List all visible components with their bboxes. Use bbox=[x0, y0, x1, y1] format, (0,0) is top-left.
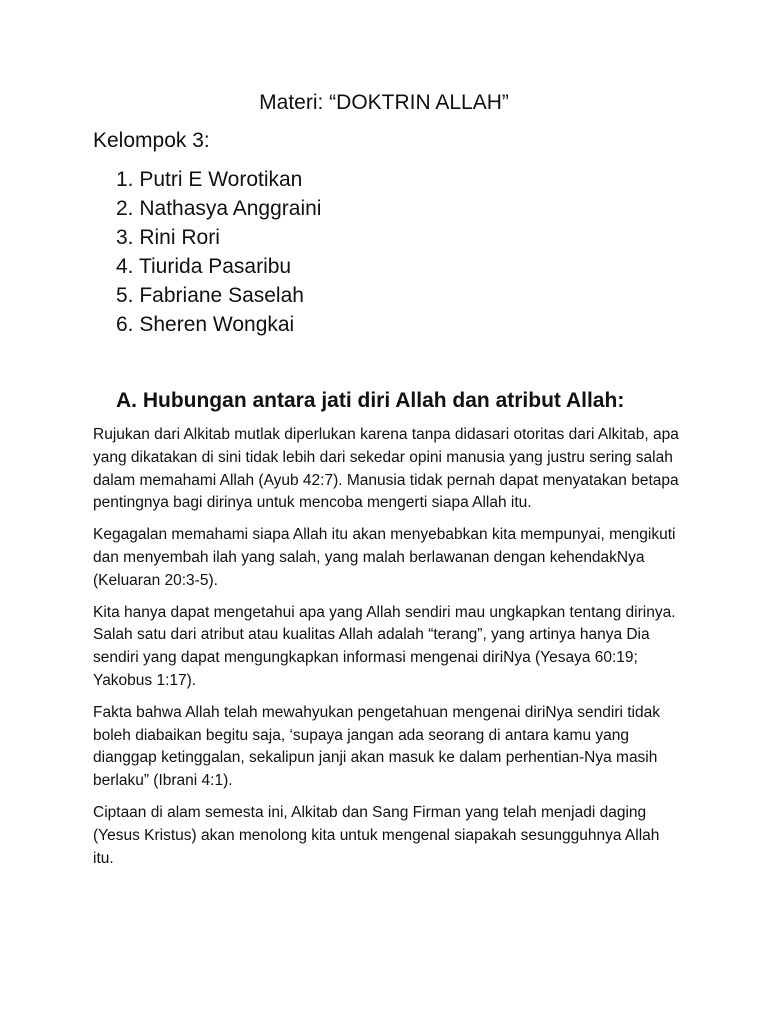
member-item: 2. Nathasya Anggraini bbox=[116, 197, 322, 220]
member-item: 3. Rini Rori bbox=[116, 226, 220, 249]
member-item: 1. Putri E Worotikan bbox=[116, 168, 303, 191]
member-item: 4. Tiurida Pasaribu bbox=[116, 255, 292, 278]
paragraph: Kita hanya dapat mengetahui apa yang Allah sendiri mau ungkapkan tentang dirinya. Salah satu dari atribut atau kualitas Allah adalah “terang”, yang artinya hanya Dia sendiri yang dapat mengungkapkan informasi mengenai diriNya (Yesaya 60:19; Yakobus 1:17). bbox=[93, 603, 676, 689]
member-item: 6. Sheren Wongkai bbox=[116, 313, 295, 336]
group-label: Kelompok 3: bbox=[93, 129, 210, 152]
section-heading: A. Hubungan antara jati diri Allah dan atribut Allah: bbox=[116, 389, 625, 412]
paragraph: Fakta bahwa Allah telah mewahyukan pengetahuan mengenai diriNya sendiri tidak boleh diabaikan begitu saja, ‘supaya jangan ada seorang di antara kamu yang dianggap ketinggalan, sekalipun janji akan masuk ke dalam perhentian-Nya masih berlaku” (Ibrani 4:1). bbox=[93, 703, 660, 790]
paragraph: Ciptaan di alam semesta ini, Alkitab dan Sang Firman yang telah menjadi daging (Yesus Kristus) akan menolong kita untuk mengenal siapakah sesungguhnya Allah itu. bbox=[93, 803, 660, 867]
member-list bbox=[116, 165, 321, 339]
section-body bbox=[93, 424, 683, 879]
document-title: Materi: “DOKTRIN ALLAH” bbox=[259, 91, 509, 114]
member-item: 5. Fabriane Saselah bbox=[116, 284, 304, 307]
paragraph: Kegagalan memahami siapa Allah itu akan menyebabkan kita mempunyai, mengikuti dan menyembah ilah yang salah, yang malah berlawanan dengan kehendakNya (Keluaran 20:3-5). bbox=[93, 526, 676, 589]
paragraph: Rujukan dari Alkitab mutlak diperlukan karena tanpa didasari otoritas dari Alkitab, apa yang dikatakan di sini tidak lebih dari sekedar opini manusia yang justru sering salah dalam memahami Allah (Ayub 42:7). Manusia tidak pernah dapat menyatakan betapa pentingnya bagi dirinya untuk mencoba mengerti siapa Allah itu. bbox=[93, 426, 679, 512]
